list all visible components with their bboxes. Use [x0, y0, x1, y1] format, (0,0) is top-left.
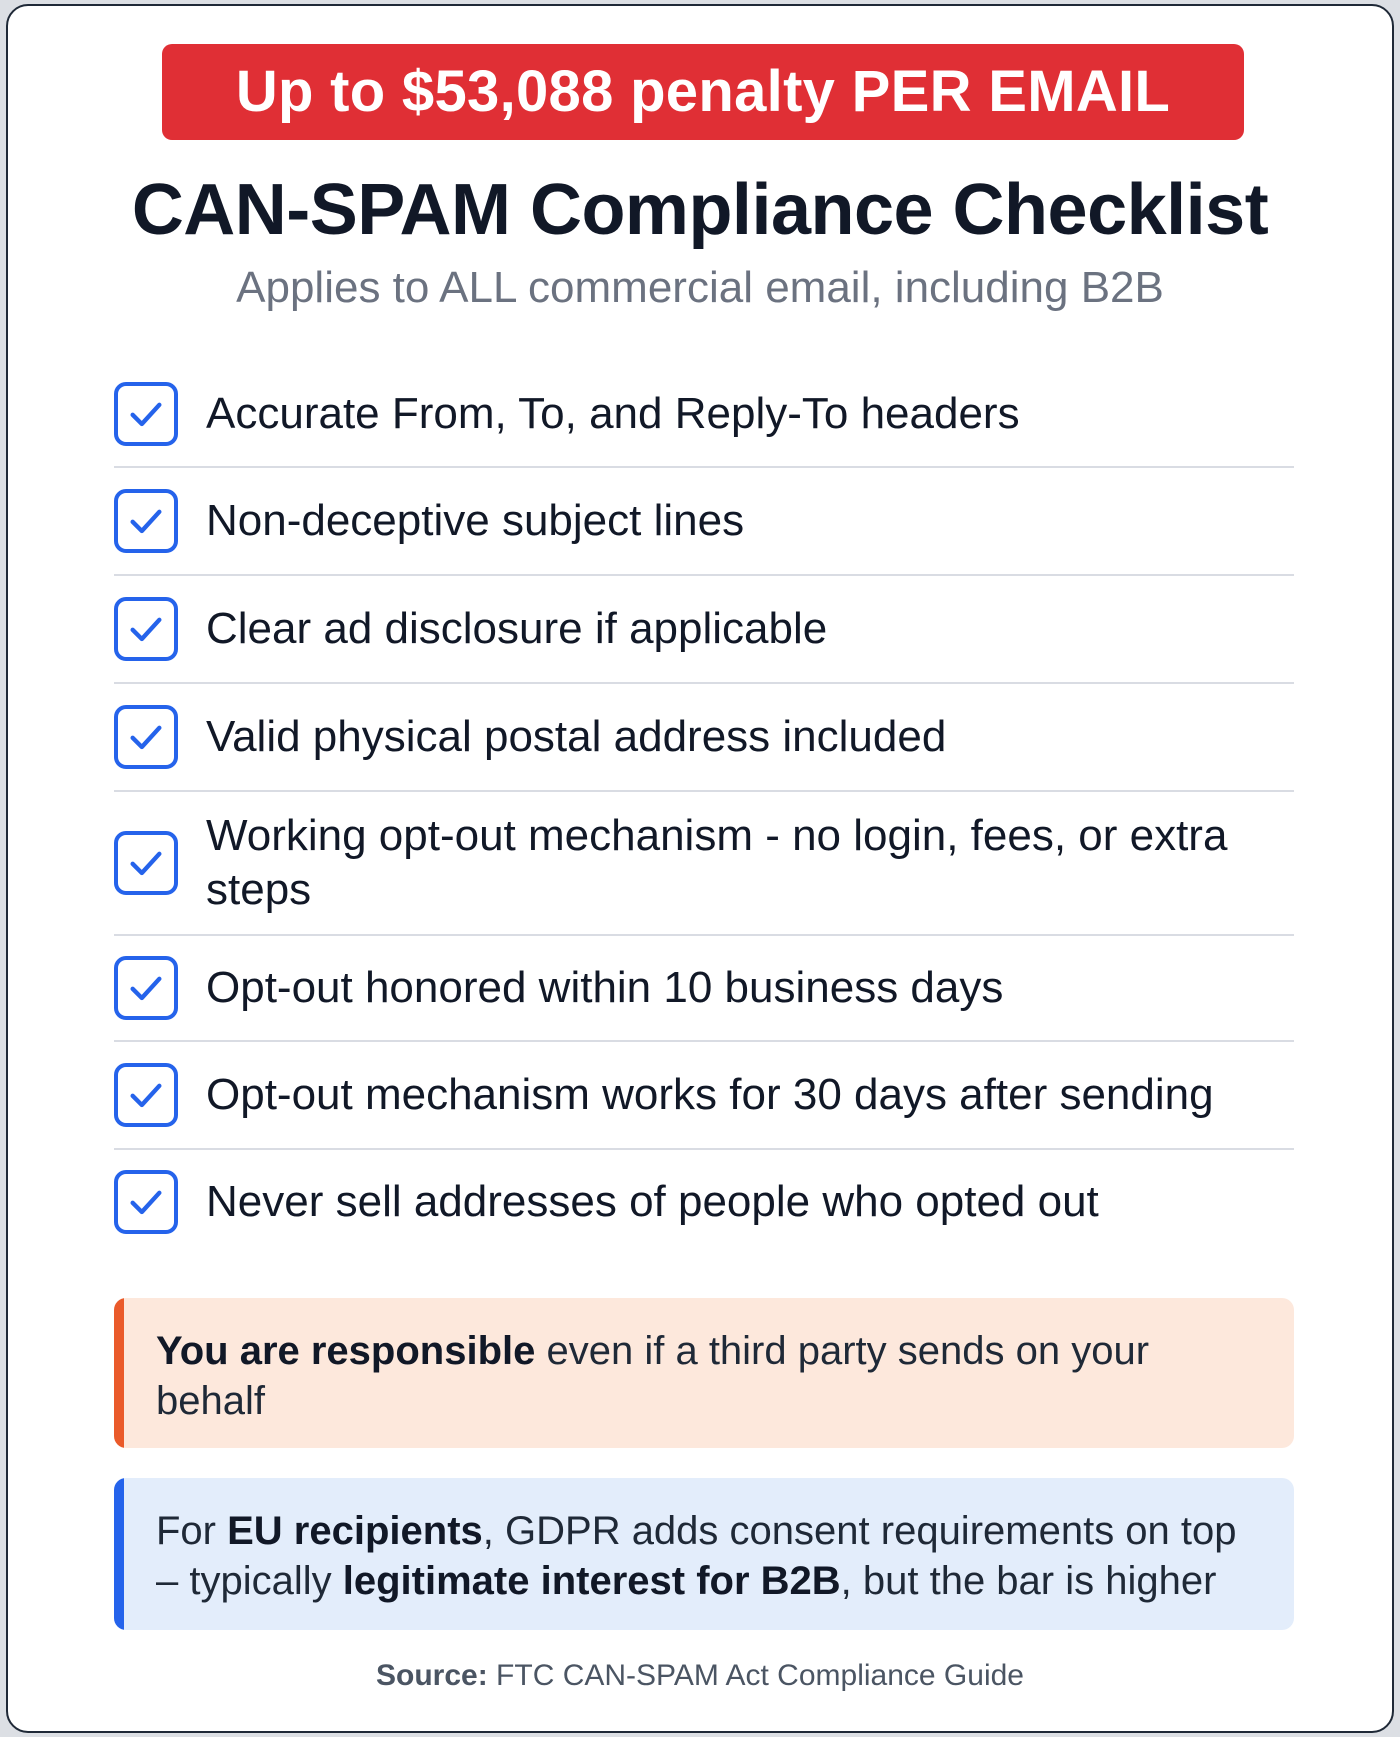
checkmark-icon: [126, 394, 166, 434]
responsibility-text: even if a third party sends on your behalf: [156, 1329, 1150, 1423]
checkmark-icon: [126, 717, 166, 757]
checklist-item: [114, 1042, 1294, 1150]
checklist-item-label: Opt-out honored within 10 business days: [206, 963, 1004, 1012]
checklist-item: [114, 468, 1294, 576]
checkbox[interactable]: [114, 1170, 178, 1234]
checklist-item: [114, 936, 1294, 1042]
gdpr-suffix: , but the bar is higher: [840, 1559, 1217, 1603]
checklist-item: [114, 1150, 1294, 1254]
checklist-item-label: Accurate From, To, and Reply-To headers: [206, 389, 1020, 438]
checkbox[interactable]: [114, 956, 178, 1020]
page-title: CAN-SPAM Compliance Checklist: [131, 170, 1269, 250]
checkmark-icon: [126, 1182, 166, 1222]
checkmark-icon: [126, 609, 166, 649]
checkmark-icon: [126, 501, 166, 541]
checklist-item-label: Non-deceptive subject lines: [206, 496, 745, 545]
gdpr-middle: , GDPR adds consent requirements on top – typically: [156, 1509, 1237, 1603]
checkmark-icon: [126, 1075, 166, 1115]
checkbox[interactable]: [114, 1063, 178, 1127]
responsibility-callout: [114, 1298, 1294, 1448]
gdpr-bold-eu: EU recipients: [227, 1509, 483, 1553]
checklist-item: [114, 362, 1294, 468]
source-line: [8, 1656, 1392, 1696]
checklist-item: [114, 792, 1294, 936]
checklist-item-label: Working opt-out mechanism - no login, fees, or extra steps: [206, 811, 1228, 914]
checkbox[interactable]: [114, 831, 178, 895]
source-label: Source:: [376, 1659, 488, 1692]
penalty-banner: Up to $53,088 penalty PER EMAIL: [162, 44, 1244, 140]
checkbox[interactable]: [114, 382, 178, 446]
checklist-card: [6, 4, 1394, 1733]
checklist-item-label: Valid physical postal address included: [206, 712, 947, 761]
compliance-checklist: [114, 362, 1294, 1254]
checkbox[interactable]: [114, 489, 178, 553]
responsibility-bold: You are responsible: [156, 1329, 536, 1373]
checkbox[interactable]: [114, 597, 178, 661]
checkmark-icon: [126, 843, 166, 883]
checklist-item-label: Never sell addresses of people who opted out: [206, 1177, 1099, 1226]
gdpr-prefix: For: [156, 1509, 228, 1553]
checklist-item: [114, 576, 1294, 684]
checklist-item-label: Clear ad disclosure if applicable: [206, 604, 828, 653]
checkbox[interactable]: [114, 705, 178, 769]
source-text: FTC CAN-SPAM Act Compliance Guide: [487, 1659, 1024, 1692]
page-subtitle: Applies to ALL commercial email, including B2B: [236, 263, 1164, 312]
gdpr-bold-b2b: legitimate interest for B2B: [342, 1559, 841, 1603]
checklist-item: [114, 684, 1294, 792]
gdpr-callout: [114, 1478, 1294, 1630]
checklist-item-label: Opt-out mechanism works for 30 days after sending: [206, 1070, 1214, 1119]
checkmark-icon: [126, 968, 166, 1008]
